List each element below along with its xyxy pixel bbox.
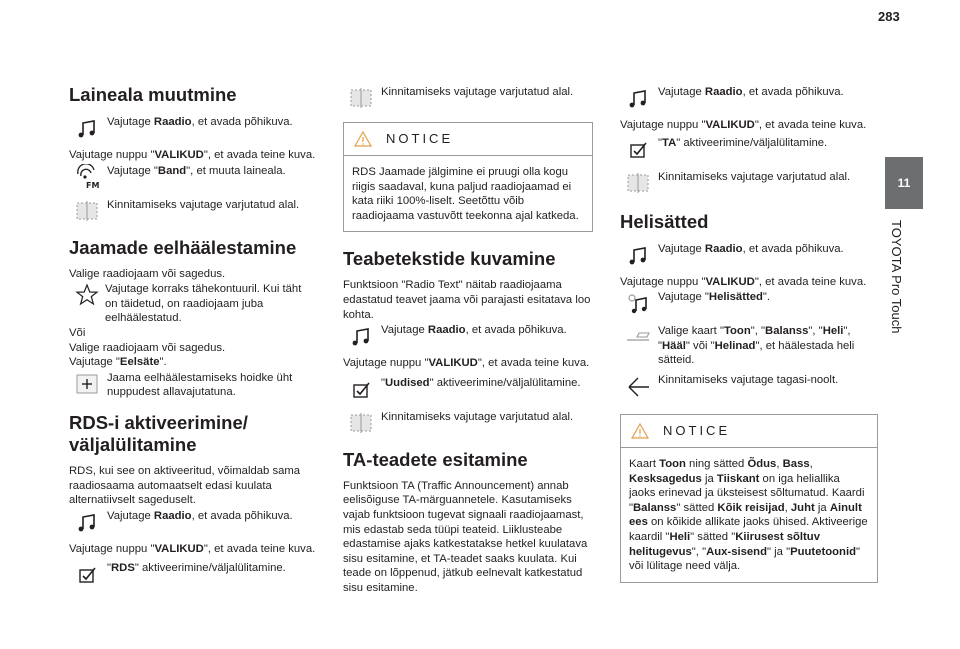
chapter-tab: 11 [885, 157, 923, 209]
back-arrow-icon [620, 372, 656, 400]
step-audio-tabs: Valige kaart "Toon", "Balanss", "Heli", "Hääl" või "Helinad", et häälestada heli sätteid. [620, 323, 878, 368]
step-radio: Vajutage Raadio, et avada põhikuva. [69, 114, 317, 142]
heading-ta: TA-teadete esitamine [343, 448, 528, 470]
heading-radiotext: Teabetekstide kuvamine [343, 248, 556, 270]
notice-title: NOTICE [663, 422, 731, 438]
heading-presets: Jaamade eelhäälestamine [69, 236, 297, 258]
shaded-area-icon [343, 409, 379, 437]
step-rds-toggle: "RDS" aktiveerimine/väljalülitamine. [69, 560, 317, 588]
shaded-area-icon [343, 84, 379, 112]
step-band: FM Vajutage "Band", et muuta laineala. [69, 163, 317, 191]
notice-body: RDS Jaamade jälgimine ei pruugi olla kogu riigis saadaval, kuna paljud raadiojaamad ei kata riiki 100%-liselt. Seetõttu võib raadiojaama vastuvõtt teekonna ajal katkeda. [352, 166, 579, 222]
column-1: Laineala muutmine Vajutage Raadio, et avada põhikuva. Vajutage nuppu "VALIKUD", et avada teine kuva. FM Vajutage "Band", et muuta laineala. Kinnitamiseks vajutage varjutatud alal. Jaamade eelhäälestamine Valige raadiojaam või sagedus. Vajutage korraks tähekontuuril. Kui täht on täidetud, on raadiojaam juba eelhäälestatud. Või Valige raadiojaam või sagedus. Vajutage "Eelsäte". Jaama eelhäälestamiseks hoidke üht nuppudest allavajutatuna. RDS-i aktiveerimine/ väljalülitamine RDS, kui see on aktiveeritud, võimaldab sama raadiosaama automaatselt edasi kuulata alternatiivselt sageduselt. Vajutage Raadio, et avada põhikuva. Vajutage nuppu "VALIKUD", et avada teine kuva. "RDS" aktiveerimine/väljalülitamine. [69, 84, 317, 594]
heading-band-change: Laineala muutmine [69, 84, 237, 105]
checkbox-icon [620, 135, 656, 163]
notice-rds [343, 122, 593, 232]
step-text-confirm: Kinnitamiseks vajutage varjutatud alal. [343, 409, 593, 437]
step-audio-settings: Vajutage "Helisätted". [620, 289, 878, 317]
step-hold: Jaama eelhäälestamiseks hoidke üht nuppudest allavajutatuna. [69, 370, 317, 400]
music-note-icon [343, 322, 379, 350]
checkbox-icon [69, 560, 105, 588]
heading-audio: Helisätted [620, 210, 709, 232]
step-ta-radio: Vajutage Raadio, et avada põhikuva. [620, 84, 878, 112]
shaded-area-icon [69, 197, 105, 225]
step-audio-radio: Vajutage Raadio, et avada põhikuva. [620, 241, 878, 269]
step-star: Vajutage korraks tähekontuuril. Kui täht on täidetud, on raadiojaam juba eelhäälestatud. [69, 281, 317, 326]
step-confirm-top: Kinnitamiseks vajutage varjutatud alal. [343, 84, 593, 112]
music-note-icon [620, 84, 656, 112]
column-2: Kinnitamiseks vajutage varjutatud alal. NOTICE RDS Jaamade jälgimine ei pruugi olla kogu riigis saadaval, kuna paljud raadiojaamad ei kata riiki 100%-liselt. Seetõttu võib raadiojaama vastuvõtt teekonna ajal katkeda. Teabetekstide kuvamine Funktsioon "Radio Text" näitab raadiojaama edastatud teavet jaama või parajasti esitatava loo kohta. Vajutage Raadio, et avada põhikuva. Vajutage nuppu "VALIKUD", et avada teine kuva. "Uudised" aktiveerimine/väljalülitamine. Kinnitamiseks vajutage varjutatud alal. TA-teadete esitamine Funktsioon TA (Traffic Announcement) annab eelisõiguse TA-märguannetele. Kasutamiseks vajab funktsioon tugevat signaali raadiojaamast, mis edastab seda tüüpi teateid. Liiklusteabe edastamise ajaks katkestatakse hetkel kuulatava sisu esitamine, et TA-teadet saaks kuulata. Kui teade on lõppenud, jätkub eelnevalt katkestatud sisu esitamine. [343, 84, 593, 596]
step-text-radio: Vajutage Raadio, et avada põhikuva. [343, 322, 593, 350]
column-3: Vajutage Raadio, et avada põhikuva. Vajutage nuppu "VALIKUD", et avada teine kuva. "TA" aktiveerimine/väljalülitamine. Kinnitamiseks vajutage varjutatud alal. Helisätted Vajutage Raadio, et avada põhikuva. Vajutage nuppu "VALIKUD", et avada teine kuva. Vajutage "Helisätted". Valige kaart "Toon", "Balanss", "Heli", "Hääl" või "Helinad", et häälestada heli sätteid. Kinnitamiseks vajutage tagasi-noolt. NOTICE Kaart Toon ning sätted Õdus, Bass, Kesksagedus ja Tiiskant on iga heliallika jaoks erinevad ja üksteisest sõltumatud. Kaardi "Balanss" sätted Kõik reisijad, Juht ja Ainult ees on kõikide allikate jaoks ühised. Aktiveerige kaardil "Heli" sätted "Kiirusest sõltuv helitugevus", "Aux-sisend" ja "Puutetoonid" või lülitage need välja. [620, 84, 878, 593]
step-ta-toggle: "TA" aktiveerimine/väljalülitamine. [620, 135, 878, 163]
notice-audio [620, 414, 878, 583]
svg-text:FM: FM [86, 180, 100, 190]
chapter-title: TOYOTA Pro Touch [889, 220, 904, 334]
step-options: Vajutage nuppu "VALIKUD", et avada teine kuva. [69, 149, 316, 161]
step-confirm: Kinnitamiseks vajutage varjutatud alal. [69, 197, 317, 225]
warning-icon [354, 131, 372, 147]
step-rds-radio: Vajutage Raadio, et avada põhikuva. [69, 508, 317, 536]
music-note-icon [69, 508, 105, 536]
chapter-title-vertical [874, 220, 934, 360]
step-audio-back: Kinnitamiseks vajutage tagasi-noolt. [620, 372, 878, 400]
fm-band-icon [69, 163, 105, 191]
page-number: 283 [878, 9, 900, 24]
add-preset-icon [69, 370, 105, 398]
music-note-icon [69, 114, 105, 142]
step-text-toggle: "Uudised" aktiveerimine/väljalülitamine. [343, 375, 593, 403]
shaded-area-icon [620, 169, 656, 197]
heading-rds: RDS-i aktiveerimine/ väljalülitamine [69, 411, 248, 455]
notice-title: NOTICE [386, 130, 454, 146]
music-note-icon [620, 241, 656, 269]
slider-icon [620, 323, 656, 351]
audio-settings-icon [620, 289, 656, 317]
warning-icon [631, 423, 649, 439]
notice-body: Kaart Toon ning sätted Õdus, Bass, Kesksagedus ja Tiiskant on iga heliallika jaoks erinevad ja üksteisest sõltumatud. Kaardi "Balanss" sätted Kõik reisijad, Juht ja Ainult ees on kõikide allikate jaoks ühised. Aktiveerige kaardil "Heli" sätted "Kiirusest sõltuv helitugevus", "Aux-sisend" ja "Puutetoonid" või lülitage need välja. [629, 457, 868, 573]
checkbox-icon [343, 375, 379, 403]
step-ta-confirm: Kinnitamiseks vajutage varjutatud alal. [620, 169, 878, 197]
